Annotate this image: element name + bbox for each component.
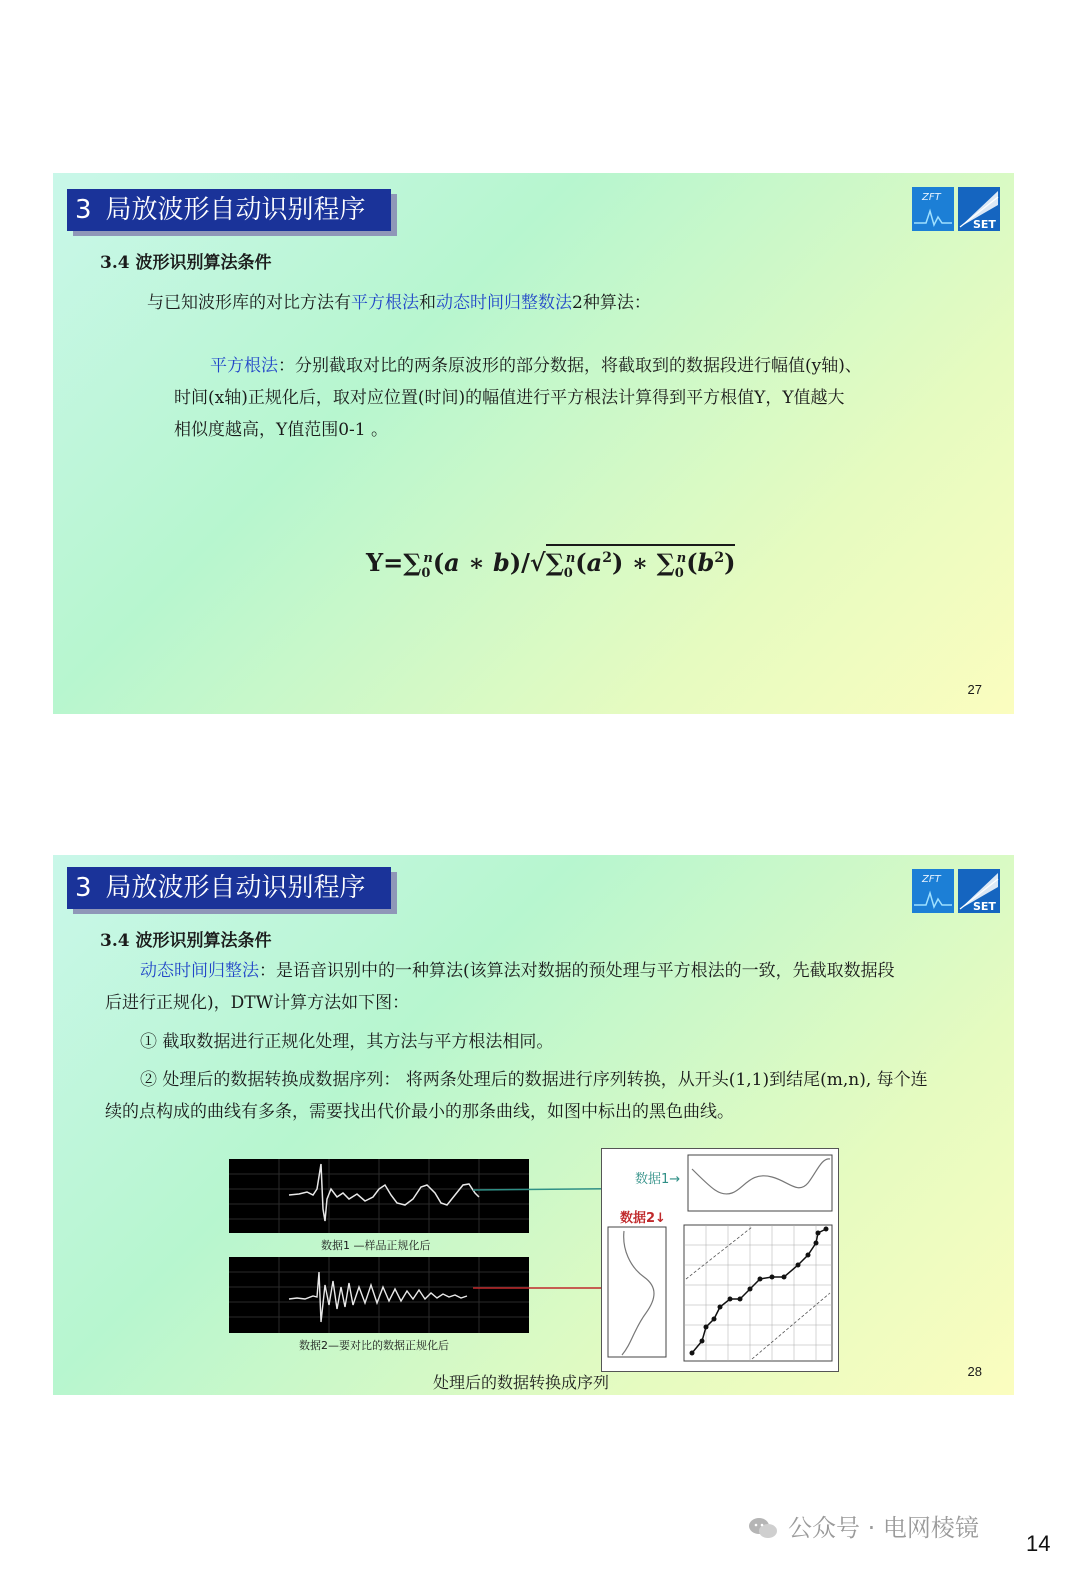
page-number: 14 bbox=[1026, 1531, 1051, 1556]
para-line-3: 相似度越高，Y值范围0-1 。 bbox=[174, 420, 389, 440]
dtw-line-2: 后进行正规化)，DTW计算方法如下图： bbox=[105, 993, 410, 1013]
intro-line: 与已知波形库的对比方法有平方根法和动态时间归整数法2种算法： bbox=[147, 293, 651, 313]
slide-27 bbox=[53, 173, 1014, 714]
logo-text-set: SET bbox=[973, 900, 996, 913]
logo-text-zft: ZFT bbox=[922, 192, 941, 203]
para-line-1: 平方根法：分别截取对比的两条原波形的部分数据，将截取到的数据段进行幅值(y轴)、 bbox=[210, 356, 862, 376]
square-root-formula: $Y=\sum_0^n(a$ ∗ $b)/√\sum_0^n(a^2)$ ∗ $\sum_0^n(b^2)$ bbox=[366, 548, 735, 581]
wechat-icon bbox=[748, 1517, 778, 1539]
method-2: 动态时间归整数法 bbox=[436, 293, 572, 313]
slide-title bbox=[67, 867, 391, 909]
watermark bbox=[748, 1508, 979, 1543]
para-label: 平方根法 bbox=[210, 356, 278, 376]
method-1: 平方根法 bbox=[351, 293, 419, 313]
slide-page-number: 28 bbox=[967, 1364, 982, 1379]
slide-title bbox=[67, 189, 391, 231]
section-heading: 3.4 波形识别算法条件 bbox=[100, 931, 272, 951]
step-2-line-1: ② 处理后的数据转换成数据序列： 将两条处理后的数据进行序列转换，从开头(1,1)到结尾(m,n), 每个连 bbox=[140, 1070, 928, 1090]
step-1: ① 截取数据进行正规化处理，其方法与平方根法相同。 bbox=[140, 1032, 554, 1052]
caption-data1: 数据1 —样品正规化后 bbox=[321, 1239, 431, 1252]
figure-caption: 处理后的数据转换成序列 bbox=[433, 1373, 610, 1392]
dtw-label: 动态时间归整法 bbox=[140, 961, 259, 981]
label-data1: 数据1→ bbox=[635, 1172, 681, 1187]
title-number: 3 bbox=[75, 873, 92, 903]
slide-28 bbox=[53, 855, 1014, 1395]
title-text: 局放波形自动识别程序 bbox=[105, 873, 366, 903]
logo-text-zft: ZFT bbox=[922, 874, 941, 885]
zft-set-logo bbox=[912, 869, 1000, 913]
slide-page-number: 27 bbox=[967, 682, 982, 697]
title-text: 局放波形自动识别程序 bbox=[105, 195, 366, 225]
title-number: 3 bbox=[75, 195, 92, 225]
watermark-text: 公众号 · 电网棱镜 bbox=[788, 1514, 979, 1542]
step-2-line-2: 续的点构成的曲线有多条，需要找出代价最小的那条曲线，如图中标出的黑色曲线。 bbox=[105, 1102, 734, 1122]
zft-set-logo bbox=[912, 187, 1000, 231]
para-line-2: 时间(x轴)正规化后，取对应位置(时间)的幅值进行平方根法计算得到平方根值Y，Y值越大 bbox=[174, 388, 845, 408]
caption-data2: 数据2—要对比的数据正规化后 bbox=[299, 1339, 449, 1352]
label-data2: 数据2↓ bbox=[620, 1211, 666, 1226]
dtw-line-1: 动态时间归整法：是语音识别中的一种算法(该算法对数据的预处理与平方根法的一致，先截取数据段 bbox=[140, 961, 895, 981]
section-heading: 3.4 波形识别算法条件 bbox=[100, 253, 272, 273]
logo-text-set: SET bbox=[973, 218, 996, 231]
